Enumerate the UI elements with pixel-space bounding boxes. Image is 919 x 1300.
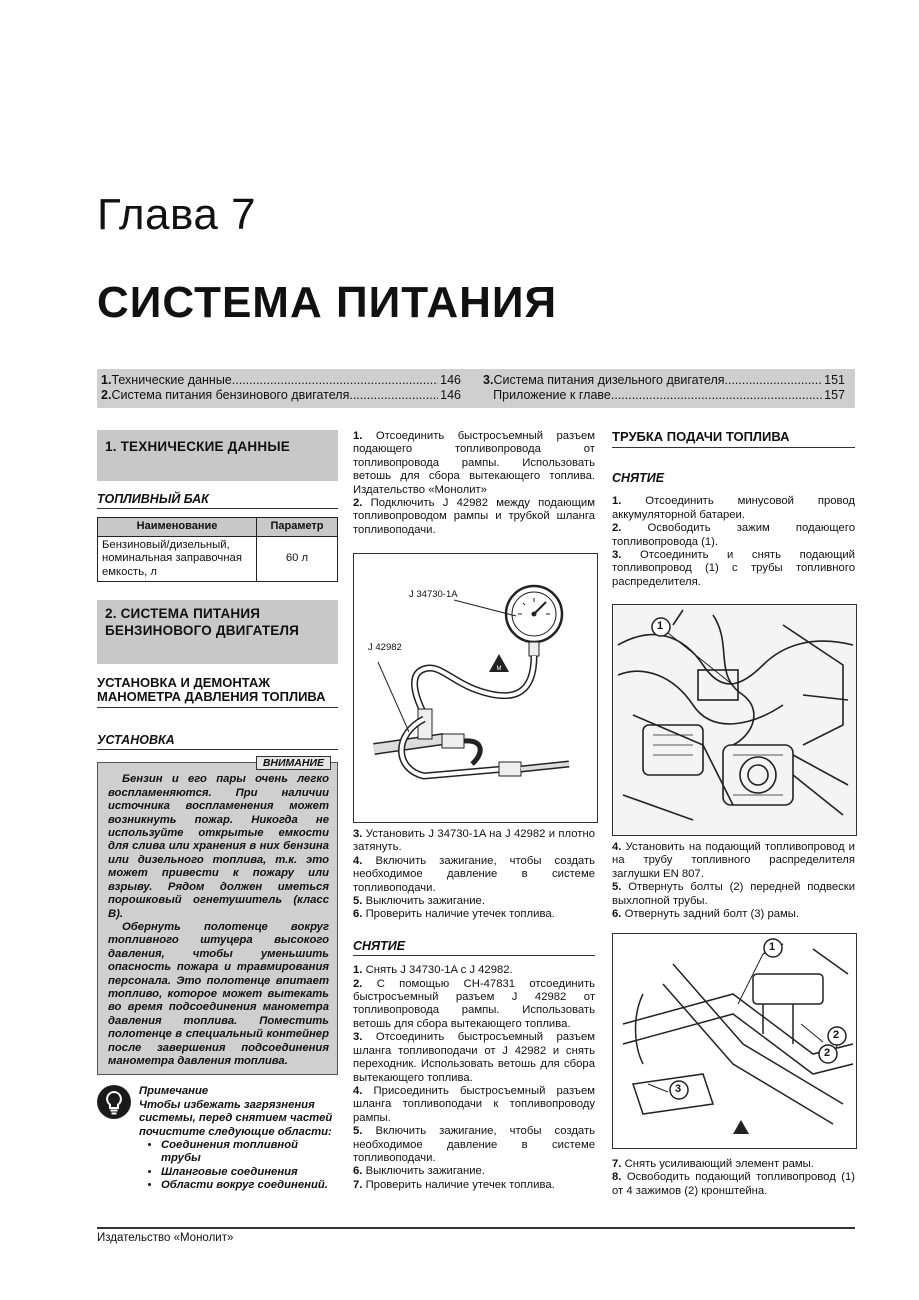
table-header: Параметр [257,518,338,536]
middle-column-continued [353,828,595,1192]
step: 2. Освободить зажим подающего топливопровода (1). [612,522,855,548]
callout-number: 2 [824,1047,831,1059]
section-2-heading: 2. СИСТЕМА ПИТАНИЯ БЕНЗИНОВОГО ДВИГАТЕЛЯ [97,600,338,664]
chapter-number: Глава 7 [97,190,257,239]
note-block: Примечание Чтобы избежать загрязнения системы, перед снятием частей почистите следующие области: • Соединения топливной трубы • Шланговые соединения • Области вокруг соединений. [97,1085,338,1192]
fuel-tank-subheading: ТОПЛИВНЫЙ БАК [97,493,338,509]
step: 6. Проверить наличие утечек топлива. [353,908,555,921]
section-1-heading: 1. ТЕХНИЧЕСКИЕ ДАННЫЕ [97,430,338,481]
toc-item[interactable]: 1. Технические данные ..... 146 [101,373,461,388]
step: 1. Отсоединить быстросъемный разъем подающего топливопровода от топливопровода рампы. Использовать ветошь для сбора вытекающего топлива. Издательство «Монолит» [353,430,595,496]
toc-item[interactable]: 3. Система питания дизельного двигателя ..... 151 [483,373,845,388]
step: 2. Подключить J 42982 между подающим топливопроводом рампы и трубкой шланга топливоподачи. [353,497,595,536]
removal-subheading: СНЯТИЕ [612,471,665,485]
table-header: Наименование [98,518,257,536]
install-remove-heading: УСТАНОВКА И ДЕМОНТАЖ МАНОМЕТРА ДАВЛЕНИЯ ТОПЛИВА [97,676,338,708]
callout-number: 1 [769,941,776,953]
fuel-pipe-heading: ТРУБКА ПОДАЧИ ТОПЛИВА [612,430,855,448]
step: 4. Включить зажигание, чтобы создать необходимое давление в системе топливоподачи. [353,854,596,894]
left-column [97,430,338,1193]
callout-number: 1 [657,620,664,632]
step: 5. Выключить зажигание. [353,895,485,908]
pressure-gauge-figure [353,553,598,823]
toc-item[interactable]: 2. Система питания бензинового двигателя ..... 146 [101,388,461,403]
step: 8. Освободить подающий топливопровод (1) от 4 зажимов (2) кронштейна. [612,1171,855,1197]
step: 7. Проверить наличие утечек топлива. [353,1178,555,1191]
engine-bay-figure [612,604,857,836]
toc-item[interactable]: Приложение к главе ..... 157 [483,388,845,403]
step: 4. Присоединить быстросъемный разъем шланга топливоподачи к топливопроводу рампы. [353,1084,595,1124]
list-item: • Соединения топливной трубы [161,1139,338,1166]
step: 5. Включить зажигание, чтобы создать необходимое давление в системе топливоподачи. [353,1125,596,1164]
footer-divider [97,1227,855,1229]
step: 2. С помощью CH-47831 отсоединить быстросъемный разъем J 42982 от топливопровода рампы. Использовать ветошь для сбора вытекающего топлива. [353,977,596,1030]
warning-box: ВНИМАНИЕ Бензин и его пары очень легко воспламеняются. При наличии источника воспламенения может возникнуть пожар. Никогда не используйте открытые емкости для слива или хранения в них бензина или дизельного топлива, т.к. это может привести к пожару или взрыву. Рядом должен иметься порошковый огнетушитель (класс В). Обернуть полотенце вокруг топливного штуцера высокого давления, чтобы уменьшить опасность пожара и травмирования персонала. Это полотенце впитает топливо, которое может вытекать во время подсоединения манометра давления топлива. Поместить полотенце в специальный контейнер после завершения подсоединения манометра давления топлива. [97,762,338,1075]
step: 3. Отсоединить и снять подающий топливопровод (1) с трубы топливного распределителя. [612,549,855,588]
figure-label: J 34730-1A [409,589,458,600]
callout-number: 2 [833,1029,840,1041]
right-column-end [612,1158,855,1198]
chapter-title: СИСТЕМА ПИТАНИЯ [97,278,558,327]
lightbulb-icon [97,1085,131,1119]
step: 1. Отсоединить минусовой провод аккумуляторной батареи. [612,495,856,521]
step: 1. Снять J 34730-1A с J 42982. [353,964,513,977]
note-list [139,1139,338,1193]
spec-table [97,517,338,582]
right-column [612,430,855,589]
svg-text:M: M [496,666,502,672]
step: 4. Установить на подающий топливопровод и на трубу топливного распределителя заглушки EN 807. [612,841,855,880]
step: 6. Отвернуть задний болт (3) рамы. [612,908,800,921]
figure-label: J 42982 [368,642,402,653]
warning-label: ВНИМАНИЕ [256,756,331,770]
list-item: • Области вокруг соединений. [161,1179,338,1192]
step: 3. Отсоединить быстросъемный разъем шланга топливоподачи от J 42982 и снять переходник. Использовать ветошь для сбора вытекающего топлива. [353,1031,595,1084]
step: 5. Отвернуть болты (2) передней подвески выхлопной трубы. [612,881,856,907]
list-item: • Шланговые соединения [161,1166,338,1179]
publisher-footer: Издательство «Монолит» [97,1232,234,1244]
right-column-continued [612,841,855,921]
install-subheading: УСТАНОВКА [97,734,338,750]
step: 6. Выключить зажигание. [353,1165,485,1178]
removal-subheading: СНЯТИЕ [353,940,595,956]
step: 7. Снять усиливающий элемент рамы. [612,1158,814,1170]
frame-figure [612,933,857,1149]
middle-column [353,430,595,537]
callout-number: 3 [675,1083,682,1095]
table-row: Бензиновый/дизельный, номинальная заправочная емкость, л 60 л [98,536,338,581]
step: 3. Установить J 34730-1A на J 42982 и плотно затянуть. [353,828,595,854]
table-of-contents [97,369,855,408]
